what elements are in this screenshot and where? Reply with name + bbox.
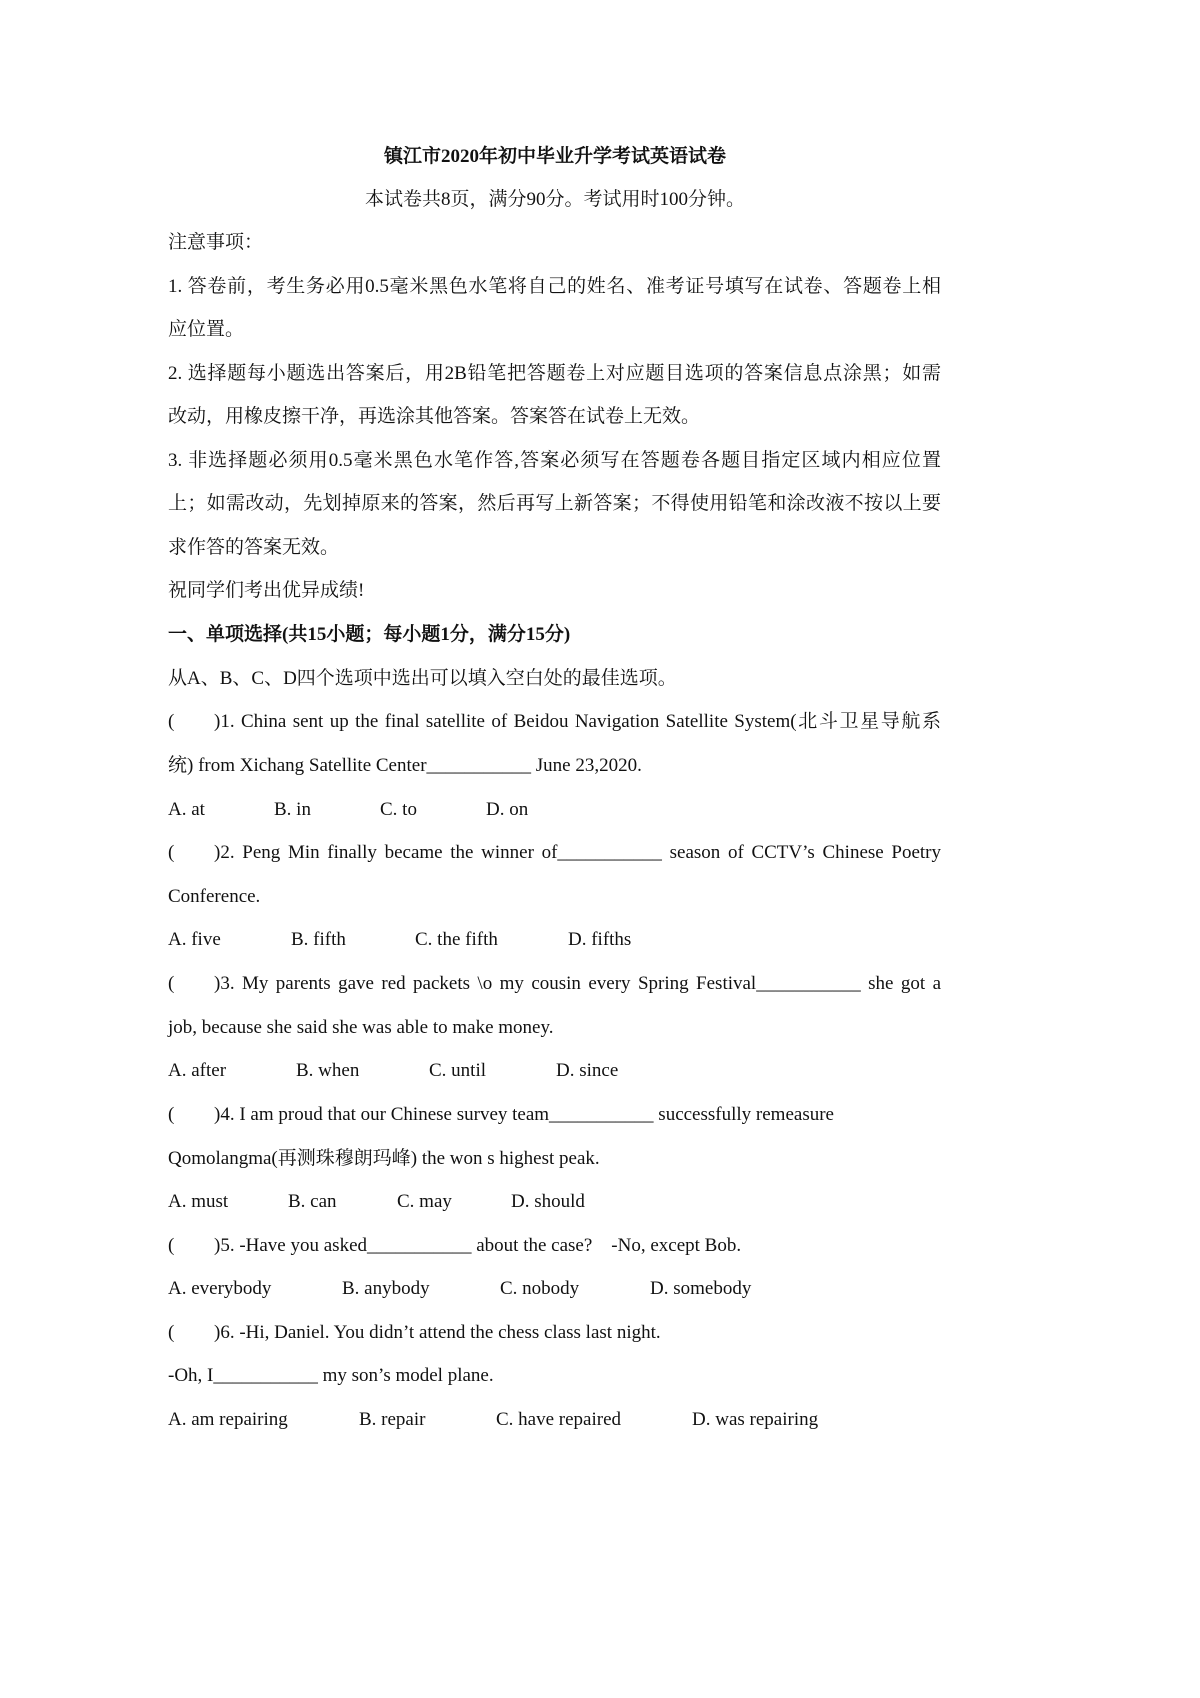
option-c: C. the fifth: [415, 929, 498, 950]
question-text: )2. Peng Min finally became the winner of___________ season of CCTV’s Chinese Poetry: [214, 842, 941, 863]
section-instruction: 从A、B、C、D四个选项中选出可以填入空白处的最佳选项。: [168, 668, 677, 689]
option-b: B. when: [296, 1060, 360, 1081]
question-1-options: [168, 788, 941, 832]
question-3-options: [168, 1049, 941, 1093]
option-b: B. can: [288, 1191, 337, 1212]
question-text: )6. -Hi, Daniel. You didn’t attend the chess class last night.: [214, 1322, 661, 1343]
option-d: D. somebody: [650, 1278, 752, 1299]
wish-text: 祝同学们考出优异成绩!: [168, 580, 365, 601]
page-title: 镇江市2020年初中毕业升学考试英语试卷: [383, 146, 726, 167]
notice-line: 1. 答卷前，考生务必用0.5毫米黑色水笔将自己的姓名、准考证号填写在试卷、答题卷上相: [168, 276, 941, 297]
question-text: )4. I am proud that our Chinese survey team___________ successfully remeasure: [214, 1104, 834, 1125]
option-a: A. after: [168, 1060, 227, 1081]
question-text: )3. My parents gave red packets \o my cousin every Spring Festival___________ she got a: [214, 973, 941, 994]
question-3-line: [168, 962, 941, 1006]
answer-bracket: (: [168, 1322, 175, 1343]
option-b: B. in: [274, 799, 311, 820]
notice-line: 求作答的答案无效。: [168, 537, 340, 558]
question-5-options: [168, 1267, 941, 1311]
answer-bracket: (: [168, 973, 175, 994]
option-c: C. until: [429, 1060, 487, 1081]
question-1-line: 统) from Xichang Satellite Center___________ June 23,2020.: [168, 755, 642, 776]
option-a: A. must: [168, 1191, 229, 1212]
notice-line: 2. 选择题每小题选出答案后，用2B铅笔把答题卷上对应题目选项的答案信息点涂黑；如需: [168, 363, 941, 384]
question-4-line: Qomolangma(再测珠穆朗玛峰) the won s highest peak.: [168, 1148, 600, 1169]
option-b: B. fifth: [291, 929, 346, 950]
question-6-line: [168, 1311, 941, 1355]
option-a: A. five: [168, 929, 221, 950]
option-c: C. to: [380, 799, 417, 820]
option-c: C. may: [397, 1191, 452, 1212]
question-5-line: [168, 1224, 941, 1268]
answer-bracket: (: [168, 1104, 175, 1125]
notice-line: 改动，用橡皮擦干净，再选涂其他答案。答案答在试卷上无效。: [168, 406, 701, 427]
answer-bracket: (: [168, 842, 175, 863]
question-6-line: -Oh, I___________ my son’s model plane.: [168, 1365, 494, 1386]
option-c: C. nobody: [500, 1278, 580, 1299]
option-b: B. anybody: [342, 1278, 430, 1299]
option-a: A. am repairing: [168, 1409, 288, 1430]
notice-line: 上；如需改动，先划掉原来的答案，然后再写上新答案；不得使用铅笔和涂改液不按以上要: [168, 493, 941, 514]
answer-bracket: (: [168, 1235, 175, 1256]
option-d: D. fifths: [568, 929, 632, 950]
notice-heading: 注意事项：: [168, 232, 264, 253]
question-text: )5. -Have you asked___________ about the case? -No, except Bob.: [214, 1235, 742, 1256]
question-2-line: Conference.: [168, 886, 261, 907]
option-a: A. everybody: [168, 1278, 272, 1299]
question-2-line: [168, 831, 941, 875]
option-d: D. should: [511, 1191, 585, 1212]
option-d: D. was repairing: [692, 1409, 819, 1430]
question-4-line: [168, 1093, 941, 1137]
option-d: D. on: [486, 799, 529, 820]
question-4-options: [168, 1180, 941, 1224]
question-6-options: [168, 1398, 941, 1442]
section-heading: 一、单项选择(共15小题；每小题1分，满分15分): [168, 624, 571, 645]
option-b: B. repair: [359, 1409, 426, 1430]
notice-line: 3. 非选择题必须用0.5毫米黑色水笔作答,答案必须写在答题卷各题目指定区域内相应位置: [168, 450, 941, 471]
option-a: A. at: [168, 799, 205, 820]
answer-bracket: (: [168, 711, 175, 732]
question-2-options: [168, 918, 941, 962]
option-d: D. since: [556, 1060, 619, 1081]
question-1-line: [168, 700, 941, 744]
question-text: )1. China sent up the final satellite of Beidou Navigation Satellite System(北斗卫星导航系: [214, 711, 941, 732]
option-c: C. have repaired: [496, 1409, 622, 1430]
question-3-line: job, because she said she was able to make money.: [168, 1017, 554, 1038]
exam-info: 本试卷共8页，满分90分。考试用时100分钟。: [364, 189, 745, 210]
notice-line: 应位置。: [168, 319, 245, 340]
